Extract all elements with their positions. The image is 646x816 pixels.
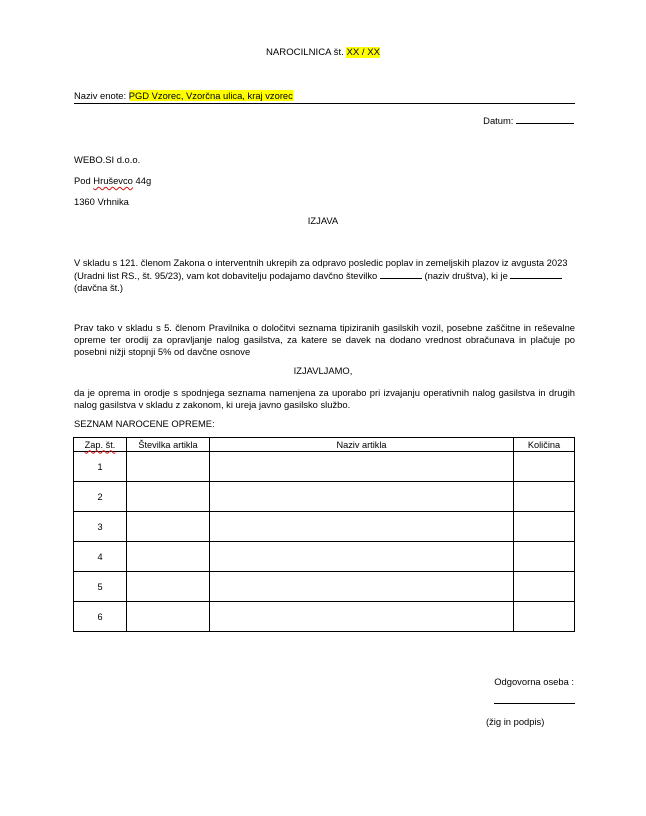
list-heading: SEZNAM NAROCENE OPREME: (74, 418, 215, 429)
paragraph-declaration: da je oprema in orodje s spodnjega seznama namenjena za uporabo pri izvajanju operativnih nalog gasilstva in drugih nalog gasilstva v skladu z zakonom, ki ureja javno gasilsko službo. (74, 387, 575, 410)
article-name-cell[interactable] (210, 572, 514, 602)
quantity-cell[interactable] (514, 512, 575, 542)
article-name-cell[interactable] (210, 452, 514, 482)
date-label: Datum: (483, 115, 516, 126)
article-name-cell[interactable] (210, 482, 514, 512)
row-number: 4 (74, 542, 127, 572)
col-header-article-number: Številka artikla (127, 438, 210, 452)
table-row (74, 542, 575, 572)
paragraph-tax-line-1: V skladu s 121. členom Zakona o interventnih ukrepih za odpravo posledic poplav in zemeljskih plazov iz avgusta 2023 (74, 257, 568, 268)
unit-name-label: Naziv enote: (74, 90, 129, 101)
street-name-misspelled: Hruševco (93, 175, 133, 186)
article-number-cell[interactable] (127, 602, 210, 632)
col-header-article-name: Naziv artikla (210, 438, 514, 452)
date-field (483, 114, 574, 126)
equipment-table (73, 437, 575, 632)
quantity-cell[interactable] (514, 542, 575, 572)
supplier-street (74, 175, 151, 186)
date-blank[interactable] (516, 114, 574, 124)
article-number-cell[interactable] (127, 542, 210, 572)
paragraph-tax-number (74, 257, 575, 294)
col-header-quantity: Količina (514, 438, 575, 452)
order-title (0, 47, 646, 58)
row-number: 6 (74, 602, 127, 632)
stamp-signature-note: (žig in podpis) (486, 716, 545, 727)
quantity-cell[interactable] (514, 452, 575, 482)
society-name-blank[interactable] (510, 269, 562, 279)
quantity-cell[interactable] (514, 602, 575, 632)
article-number-cell[interactable] (127, 512, 210, 542)
paragraph-regulation: Prav tako v skladu s 5. členom Pravilnika o določitvi seznama tipiziranih gasilskih vozil, posebne zaščitne in reševalne opreme ter orodij za opravljanje nalog gasilstva, za katere se davek na dodano vrednost obračunava in plačuje po posebni nižji stopnji 5% od davčne osnove (74, 322, 575, 357)
row-number: 2 (74, 482, 127, 512)
quantity-cell[interactable] (514, 482, 575, 512)
article-number-cell[interactable] (127, 572, 210, 602)
table-row (74, 512, 575, 542)
table-row (74, 572, 575, 602)
row-number: 5 (74, 572, 127, 602)
row-number: 3 (74, 512, 127, 542)
paragraph-tax-line-2: (Uradni list RS., št. 95/23), vam kot dobavitelju podajamo davčno številko (naziv društva), ki je (74, 269, 575, 282)
signature-line[interactable] (494, 703, 575, 704)
order-title-label: NAROCILNICA št. (265, 47, 347, 58)
supplier-name: WEBO.SI d.o.o. (74, 154, 141, 165)
quantity-cell[interactable] (514, 572, 575, 602)
street-name: Pod (74, 175, 94, 186)
article-number-cell[interactable] (127, 482, 210, 512)
order-number: XX / XX (346, 47, 381, 58)
paragraph-tax-line-3: (davčna št.) (74, 282, 123, 293)
street-number: 44g (132, 175, 152, 186)
table-row (74, 482, 575, 512)
table-header-row (74, 438, 575, 452)
article-name-cell[interactable] (210, 512, 514, 542)
article-number-cell[interactable] (127, 452, 210, 482)
unit-name-value: PGD Vzorec, Vzorčna ulica, kraj vzorec (128, 90, 293, 101)
table-row (74, 452, 575, 482)
signature-label: Odgovorna oseba : (494, 676, 574, 687)
article-name-cell[interactable] (210, 602, 514, 632)
unit-name-line (74, 90, 575, 104)
heading-izjavljamo: IZJAVLJAMO, (293, 365, 353, 376)
row-number: 1 (74, 452, 127, 482)
heading-izjava: IZJAVA (307, 215, 339, 226)
supplier-city: 1360 Vrhnika (74, 196, 129, 207)
article-name-cell[interactable] (210, 542, 514, 572)
table-row (74, 602, 575, 632)
col-header-no: Zap. št. (74, 438, 127, 452)
tax-number-blank[interactable] (380, 269, 422, 279)
